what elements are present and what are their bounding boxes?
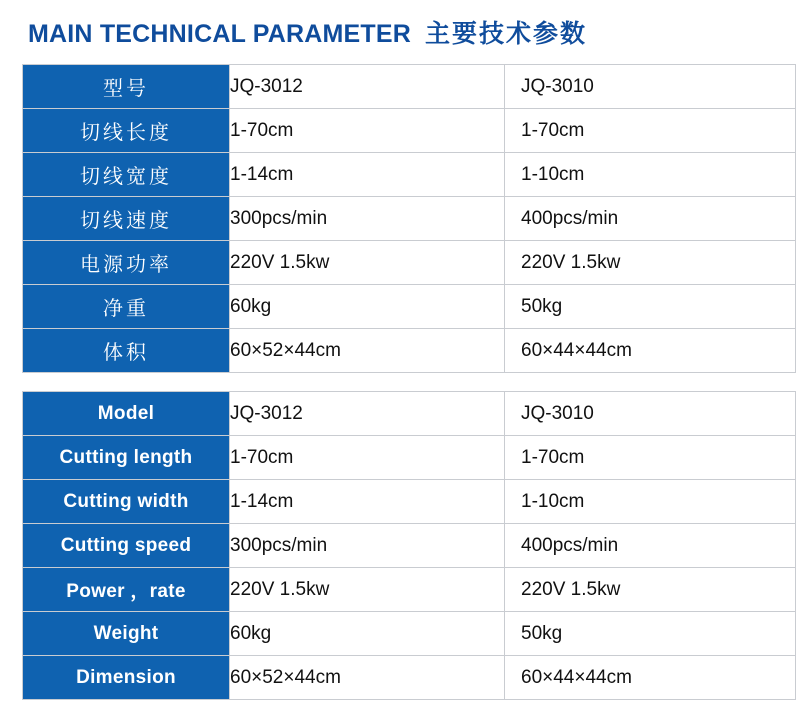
table-row	[23, 241, 796, 285]
table-row	[23, 480, 796, 524]
chinese-spec-table	[22, 64, 796, 373]
row-label: 电源功率	[23, 241, 230, 285]
table-row	[23, 612, 796, 656]
row-label: Model	[23, 392, 230, 436]
table-row	[23, 436, 796, 480]
row-value-model-b: 60×44×44cm	[505, 656, 796, 700]
row-value-model-b: 1-70cm	[505, 436, 796, 480]
table-row	[23, 392, 796, 436]
row-value-model-a: 60×52×44cm	[230, 329, 505, 373]
row-label: 切线宽度	[23, 153, 230, 197]
row-label: Cutting speed	[23, 524, 230, 568]
row-value-model-a: 60×52×44cm	[230, 656, 505, 700]
row-value-model-a: 300pcs/min	[230, 524, 505, 568]
row-label: 净重	[23, 285, 230, 329]
row-value-model-a: 60kg	[230, 285, 505, 329]
row-label: Dimension	[23, 656, 230, 700]
row-value-model-b: 220V 1.5kw	[505, 568, 796, 612]
english-spec-table	[22, 391, 796, 700]
row-label: Power ，rate	[23, 568, 230, 612]
row-value-model-b: JQ-3010	[505, 392, 796, 436]
row-label: Cutting length	[23, 436, 230, 480]
table-row	[23, 153, 796, 197]
table-row	[23, 568, 796, 612]
row-value-model-a: 220V 1.5kw	[230, 568, 505, 612]
row-value-model-a: JQ-3012	[230, 65, 505, 109]
row-value-model-a: 300pcs/min	[230, 197, 505, 241]
row-label: Cutting width	[23, 480, 230, 524]
row-value-model-b: 400pcs/min	[505, 524, 796, 568]
row-value-model-b: 1-70cm	[505, 109, 796, 153]
page-title-chinese: 主要技术参数	[425, 19, 588, 48]
page-title-english: MAIN TECHNICAL PARAMETER	[28, 20, 412, 48]
row-value-model-a: 60kg	[230, 612, 505, 656]
row-label: 切线速度	[23, 197, 230, 241]
row-value-model-b: 50kg	[505, 612, 796, 656]
row-value-model-a: JQ-3012	[230, 392, 505, 436]
row-value-model-b: 50kg	[505, 285, 796, 329]
row-value-model-a: 1-14cm	[230, 153, 505, 197]
row-label: 切线长度	[23, 109, 230, 153]
row-value-model-b: 60×44×44cm	[505, 329, 796, 373]
row-value-model-b: 400pcs/min	[505, 197, 796, 241]
row-label: Weight	[23, 612, 230, 656]
row-label: 型号	[23, 65, 230, 109]
page-title	[28, 14, 778, 50]
table-row	[23, 656, 796, 700]
table-row	[23, 524, 796, 568]
table-row	[23, 65, 796, 109]
table-row	[23, 329, 796, 373]
table-row	[23, 109, 796, 153]
row-value-model-b: 220V 1.5kw	[505, 241, 796, 285]
table-row	[23, 285, 796, 329]
row-value-model-a: 220V 1.5kw	[230, 241, 505, 285]
row-value-model-a: 1-70cm	[230, 436, 505, 480]
row-value-model-a: 1-14cm	[230, 480, 505, 524]
row-value-model-b: JQ-3010	[505, 65, 796, 109]
row-value-model-a: 1-70cm	[230, 109, 505, 153]
row-label: 体积	[23, 329, 230, 373]
row-value-model-b: 1-10cm	[505, 153, 796, 197]
row-value-model-b: 1-10cm	[505, 480, 796, 524]
table-row	[23, 197, 796, 241]
